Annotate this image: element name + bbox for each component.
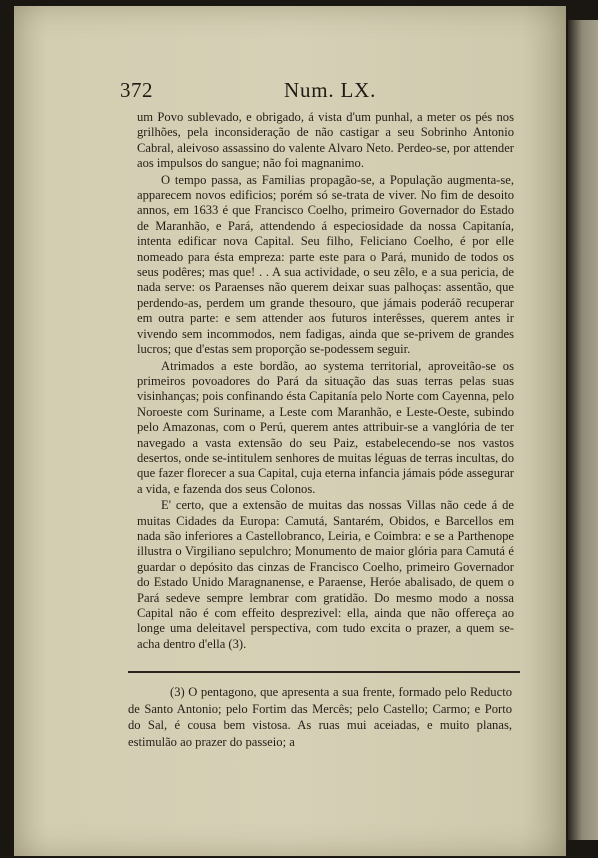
paragraph-continued: um Povo sublevado, e obrigado, á vista d'um punhal, a meter os pés nos grilhões, pela inconsideração de não castigar a seu Sobrinho Antonio Cabral, aleivoso assassino do valente Alvaro Neto. Perdeo-se, por attender aos impulsos do sangue; não foi magnanimo. xyxy=(137,110,514,171)
running-head: Num. LX. xyxy=(284,78,377,102)
body-text xyxy=(137,110,514,652)
paragraph: O tempo passa, as Familias propagão-se, a População augmenta-se, apparecem novos edificios; porém só se-trata de viver. No fim de desoito annos, em 1633 é que Francisco Coelho, primeiro Governador do Estado de Maranhão, e Pará, attendendo á especiosidade da nossa Capitanía, intenta edificar nova Capital. Seu filho, Feliciano Coelho, é por elle nomeado para ésta empreza: parte este para o Pará, munido de todos os seus podêres; mas que! . . A sua actividade, o seu zêlo, e a sua pericia, de nada serve: os Paraenses não querem deixar suas palhoças: assentão, que perdendo-as, perdem um grande thesouro, que jámais poderáõ recuperar em outra parte: e sem attender aos futuros interêsses, querem antes ir vivendo sem incommodos, nem fadigas, ainda que se-privem de grandes lucros; que d'estas sem proporção se-podessem seguir. xyxy=(137,172,514,357)
page-number: 372 xyxy=(120,78,153,102)
facing-page-edge xyxy=(568,20,598,840)
paragraph: E' certo, que a extensão de muitas das nossas Villas não cede á de muitas Cidades da Europa: Camutá, Santarém, Obidos, e Barcellos em nada são inferiores a Castellobranco, Leiria, e Coimbra: e se a Parthenope illustra o Virgiliano sepulchro; Monumento de maior glória para Camutá é guardar o depósito das cinzas de Francisco Coelho, primeiro Governador do Estado Unido Maragnanense, e Paraense, Heróe abalisado, de quem o Pará sedeve sempre lembrar com gratidão. Do mesmo modo a nossa Capital não é com effeito desprezivel: ella, ainda que não offereça ao longe uma deleitavel perspectiva, com tudo excita o prazer, a quem se-acha dentro d'ella (3). xyxy=(137,498,514,651)
footnote-rule xyxy=(128,671,520,673)
footnote: (3) O pentagono, que apresenta a sua frente, formado pelo Reducto de Santo Antonio; pelo Fortim das Mercês; pelo Castello; Carmo; e Porto do Sal, é cousa bem vistosa. As ruas mui aceiadas, e muito planas, estimulão ao prazer do passeio; a xyxy=(128,685,512,749)
paragraph: Atrimados a este bordão, ao systema territorial, aproveitão-se os primeiros povoadores do Pará da situação das suas terras pelas suas visinhanças; pois confinando ésta Capitanía pelo Norte com Cayenna, pelo Noroeste com Suriname, a Leste com Maranhão, e Leste-Oeste, subindo pelo Amazonas, com o Perú, querem antes attribuir-se a vanglória de ter navegado a vasta extensão do seu Paiz, estabelecendo-se nos vastos desertos, onde se-intitulem senhores de muitas léguas de terras incultas, do que fazer florecer a sua Capital, cuja eterna infancia jámais póde assegurar a vida, e fazenda dos seus Colonos. xyxy=(137,358,515,496)
